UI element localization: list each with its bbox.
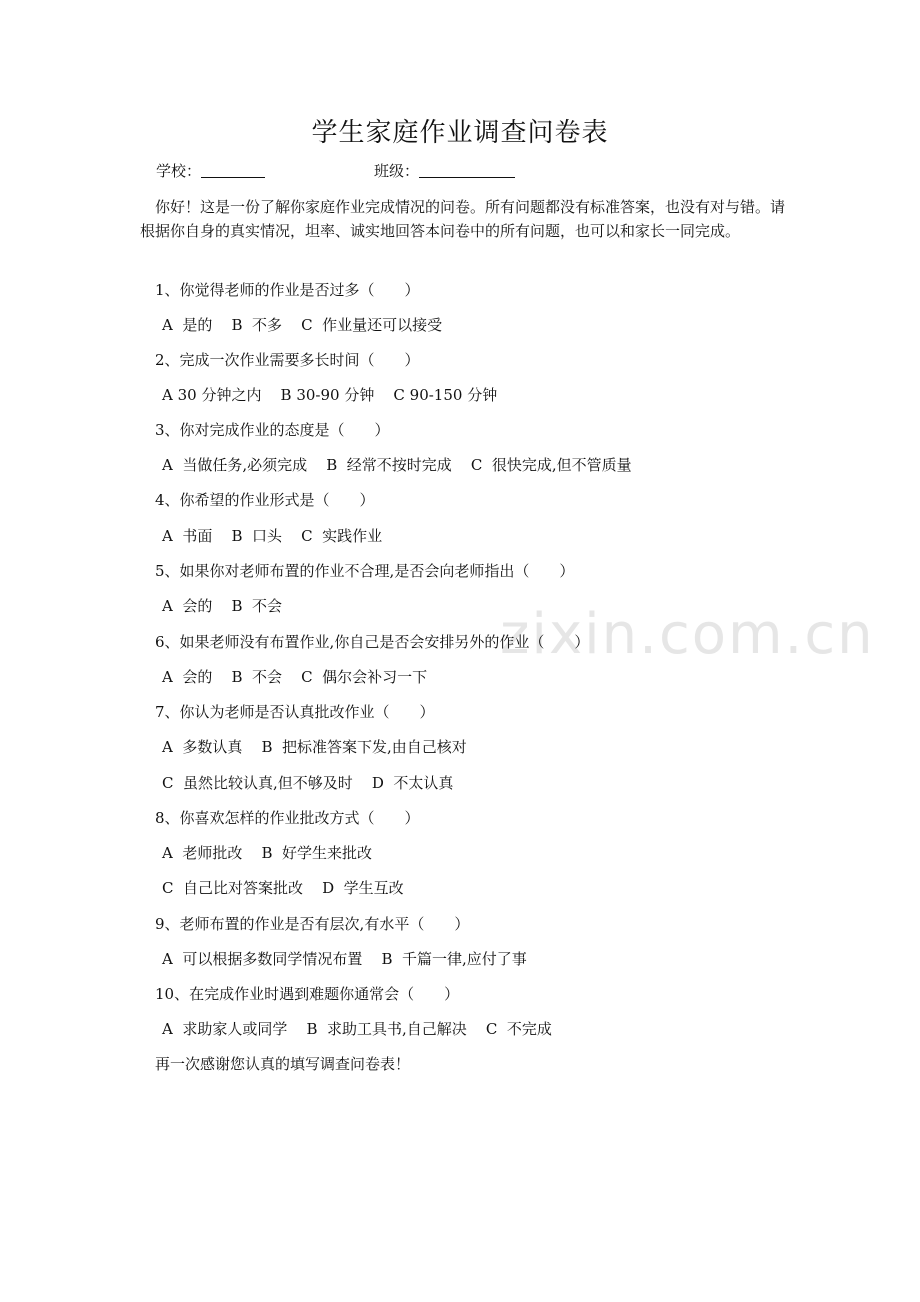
question-3: 3、你对完成作业的态度是（ ） bbox=[155, 421, 390, 439]
question-8-options-line-1[interactable]: A 老师批改 B 好学生来批改 bbox=[162, 844, 373, 862]
question-2: 2、完成一次作业需要多长时间（ ） bbox=[155, 351, 420, 369]
question-5: 5、如果你对老师布置的作业不合理,是否会向老师指出（ ） bbox=[155, 562, 575, 580]
question-4-options[interactable]: A 书面 B 口头 C 实践作业 bbox=[162, 527, 383, 545]
question-8-options-line-2[interactable]: C 自己比对答案批改 D 学生互改 bbox=[162, 879, 404, 897]
closing-text: 再一次感谢您认真的填写调查问卷表！ bbox=[155, 1055, 411, 1073]
intro-paragraph: 你好！这是一份了解你家庭作业完成情况的问卷。所有问题都没有标准答案，也没有对与错。请根据你自身的真实情况，坦率、诚实地回答本问卷中的所有问题，也可以和家长一同完成。 bbox=[140, 198, 786, 240]
question-10-options[interactable]: A 求助家人或同学 B 求助工具书,自己解决 C 不完成 bbox=[162, 1020, 552, 1038]
question-9: 9、老师布置的作业是否有层次,有水平（ ） bbox=[155, 915, 470, 933]
question-1: 1、你觉得老师的作业是否过多（ ） bbox=[155, 281, 420, 299]
question-7-options-line-2[interactable]: C 虽然比较认真,但不够及时 D 不太认真 bbox=[162, 774, 454, 792]
question-10: 10、在完成作业时遇到难题你通常会（ ） bbox=[155, 985, 460, 1003]
question-2-options[interactable]: A 30 分钟之内 B 30-90 分钟 C 90-150 分钟 bbox=[162, 386, 498, 404]
school-blank-line[interactable] bbox=[201, 163, 265, 178]
question-7-options-line-1[interactable]: A 多数认真 B 把标准答案下发,由自己核对 bbox=[162, 738, 467, 756]
school-label: 学校： bbox=[156, 162, 202, 180]
question-1-options[interactable]: A 是的 B 不多 C 作业量还可以接受 bbox=[162, 316, 443, 334]
question-7: 7、你认为老师是否认真批改作业（ ） bbox=[155, 703, 435, 721]
question-6-options[interactable]: A 会的 B 不会 C 偶尔会补习一下 bbox=[162, 668, 428, 686]
question-4: 4、你希望的作业形式是（ ） bbox=[155, 491, 375, 509]
class-blank-line[interactable] bbox=[419, 163, 515, 178]
school-field[interactable] bbox=[156, 160, 265, 181]
class-label: 班级： bbox=[374, 162, 420, 180]
question-3-options[interactable]: A 当做任务,必须完成 B 经常不按时完成 C 很快完成,但不管质量 bbox=[162, 456, 632, 474]
watermark-text: zixin.com.cn bbox=[500, 602, 875, 667]
class-field[interactable] bbox=[374, 160, 515, 181]
question-9-options[interactable]: A 可以根据多数同学情况布置 B 千篇一律,应付了事 bbox=[162, 950, 527, 968]
question-5-options[interactable]: A 会的 B 不会 bbox=[162, 597, 283, 615]
question-6: 6、如果老师没有布置作业,你自己是否会安排另外的作业（ ） bbox=[155, 633, 590, 651]
page-title: 学生家庭作业调查问卷表 bbox=[311, 118, 609, 148]
question-8: 8、你喜欢怎样的作业批改方式（ ） bbox=[155, 809, 420, 827]
